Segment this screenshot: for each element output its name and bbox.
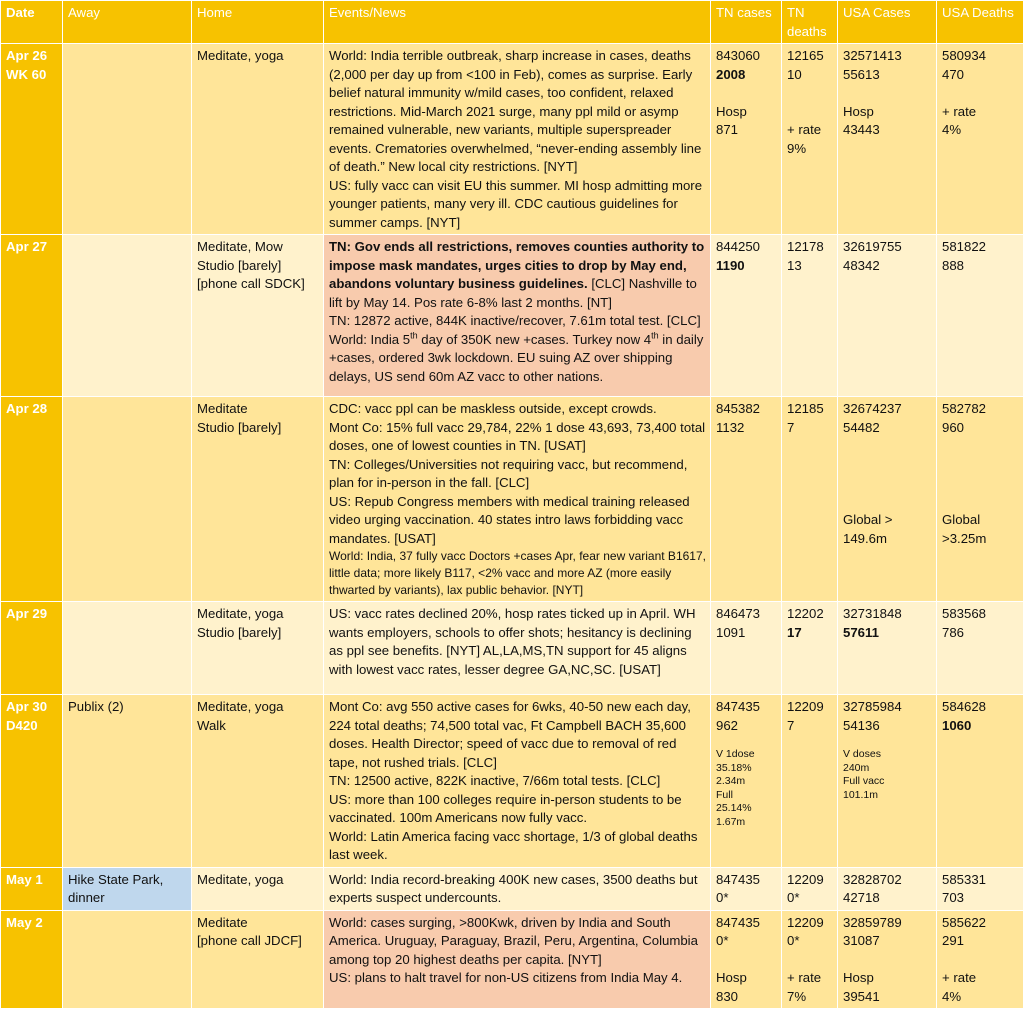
- tn-cases-cell: 845382 1132: [711, 397, 782, 602]
- header-usa-deaths: USA Deaths: [937, 1, 1023, 44]
- date-cell: Apr 26 WK 60: [1, 44, 63, 235]
- tn-deaths-cell: 12185 7: [782, 397, 838, 602]
- table-row: [1, 695, 1023, 868]
- home-cell: Meditate, yoga Studio [barely]: [192, 602, 324, 695]
- header-usa-cases: USA Cases: [838, 1, 937, 44]
- header-tn-cases: TN cases: [711, 1, 782, 44]
- tn-deaths-cell: 12178 13: [782, 235, 838, 397]
- usa-cases-cell: 32731848 57611: [838, 602, 937, 695]
- events-cell: World: India terrible outbreak, sharp increase in cases, deaths (2,000 per day up from <100 in Feb), comes as surprise. Early belief natural immunity w/mild cases, too confident, relaxed restrictions. Mid-March 2021 surge, many ppl mild or asymp remained vulnerable, new variants, multiple superspreader events. Crematories overwhelmed, “never-ending assembly line of death.” New local city restrictions. [NYT] US: fully vacc can visit EU this summer. MI hosp admitting more younger patients, many very ill. CDC cautious guidelines for summer camps. [NYT]: [324, 44, 711, 235]
- date-cell: May 2: [1, 910, 63, 1009]
- events-cell: US: vacc rates declined 20%, hosp rates ticked up in April. WH wants employers, schools to offer shots; hesitancy is declining as ppl see benefits. [NYT] AL,LA,MS,TN support for 45 aligns with lowest vacc rates, lesser degree GA,NC,SC. [USAT]: [324, 602, 711, 695]
- header-home: Home: [192, 1, 324, 44]
- home-cell: Meditate, yoga: [192, 44, 324, 235]
- events-cell: World: cases surging, >800Kwk, driven by India and South America. Uruguay, Paraguay, Brazil, Peru, Argentina, Columbia among top 20 highest deaths per capita. [NYT] US: plans to halt travel for non-US citizens from India May 4.: [324, 910, 711, 1009]
- usa-deaths-cell: 585331 703: [937, 867, 1023, 910]
- events-cell: World: India record-breaking 400K new cases, 3500 deaths but experts suspect undercounts.: [324, 867, 711, 910]
- table-row: [1, 602, 1023, 695]
- usa-cases-cell: 32859789 31087 Hosp 39541: [838, 910, 937, 1009]
- usa-cases-cell: 32571413 55613 Hosp 43443: [838, 44, 937, 235]
- date-cell: Apr 29: [1, 602, 63, 695]
- tn-deaths-cell: 12165 10 + rate 9%: [782, 44, 838, 235]
- header-away: Away: [63, 1, 192, 44]
- tn-deaths-cell: 12209 0* + rate 7%: [782, 910, 838, 1009]
- header-tn-deaths: TN deaths: [782, 1, 838, 44]
- tn-cases-cell: 847435 0*: [711, 867, 782, 910]
- tn-cases-cell: 843060 2008 Hosp 871: [711, 44, 782, 235]
- table-row: [1, 44, 1023, 235]
- table-row: [1, 397, 1023, 602]
- usa-cases-cell: 32785984 54136 V doses 240m Full vacc 101.1m: [838, 695, 937, 868]
- date-cell: Apr 28: [1, 397, 63, 602]
- tn-cases-cell: 844250 1190: [711, 235, 782, 397]
- away-cell: [63, 235, 192, 397]
- tn-cases-cell: 847435 0* Hosp 830: [711, 910, 782, 1009]
- home-cell: Meditate, Mow Studio [barely] [phone call SDCK]: [192, 235, 324, 397]
- tn-deaths-cell: 12202 17: [782, 602, 838, 695]
- date-cell: Apr 27: [1, 235, 63, 397]
- header-date: Date: [1, 1, 63, 44]
- table-row: [1, 867, 1023, 910]
- tn-cases-cell: 846473 1091: [711, 602, 782, 695]
- date-cell: May 1: [1, 867, 63, 910]
- events-cell: TN: Gov ends all restrictions, removes counties authority to impose mask mandates, urges cities to drop by May end, abandons voluntary business guidelines. [CLC] Nashville to lift by May 14. Pos rate 6-8% last 2 months. [NT] TN: 12872 active, 844K inactive/recover, 7.61m total test. [CLC] World: India 5th day of 350K new +cases. Turkey now 4th in daily +cases, ordered 3wk lockdown. EU suing AZ over shipping delays, US send 60m AZ vacc to other nations.: [324, 235, 711, 397]
- usa-deaths-cell: 583568 786: [937, 602, 1023, 695]
- date-cell: Apr 30 D420: [1, 695, 63, 868]
- usa-deaths-cell: 584628 1060: [937, 695, 1023, 868]
- table-row: [1, 235, 1023, 397]
- table-row: [1, 910, 1023, 1009]
- events-cell: Mont Co: avg 550 active cases for 6wks, 40-50 new each day, 224 total deaths; 74,500 total vac, Ft Campbell BACH 35,600 doses. Health Director; speed of vacc due to removal of red tape, not rushed trials. [CLC] TN: 12500 active, 822K inactive, 7/66m total tests. [CLC] US: more than 100 colleges require in-person students to be vaccinated. 100m Americans now fully vacc. World: Latin America facing vacc shortage, 1/3 of global deaths last week.: [324, 695, 711, 868]
- usa-deaths-cell: 581822 888: [937, 235, 1023, 397]
- tn-cases-cell: 847435 962 V 1dose 35.18% 2.34m Full 25.14% 1.67m: [711, 695, 782, 868]
- away-cell: [63, 397, 192, 602]
- usa-cases-cell: 32619755 48342: [838, 235, 937, 397]
- away-cell: Hike State Park, dinner: [63, 867, 192, 910]
- away-cell: Publix (2): [63, 695, 192, 868]
- usa-deaths-cell: 585622 291 + rate 4%: [937, 910, 1023, 1009]
- home-cell: Meditate, yoga Walk: [192, 695, 324, 868]
- usa-cases-cell: 32828702 42718: [838, 867, 937, 910]
- away-cell: [63, 602, 192, 695]
- tn-deaths-cell: 12209 0*: [782, 867, 838, 910]
- home-cell: Meditate, yoga: [192, 867, 324, 910]
- home-cell: Meditate Studio [barely]: [192, 397, 324, 602]
- away-cell: [63, 44, 192, 235]
- tn-deaths-cell: 12209 7: [782, 695, 838, 868]
- usa-cases-cell: 32674237 54482 Global > 149.6m: [838, 397, 937, 602]
- away-cell: [63, 910, 192, 1009]
- header-events: Events/News: [324, 1, 711, 44]
- header-row: [1, 1, 1023, 44]
- usa-deaths-cell: 580934 470 + rate 4%: [937, 44, 1023, 235]
- events-cell: CDC: vacc ppl can be maskless outside, except crowds. Mont Co: 15% full vacc 29,784, 22% 1 dose 43,693, 73,400 total doses, one of lowest counties in TN. [USAT] TN: Colleges/Universities not requiring vacc, but recommend, plan for in-person in the fall. [CLC] US: Repub Congress members with medical training released video urging vaccination. 40 states intro laws forbidding vacc mandates. [USAT] World: India, 37 fully vacc Doctors +cases Apr, fear new variant B1617, little data; more likely B117, <2% vacc and more AZ (more easily thwarted by variants), lax public behavior. [NYT]: [324, 397, 711, 602]
- usa-deaths-cell: 582782 960 Global >3.25m: [937, 397, 1023, 602]
- home-cell: Meditate [phone call JDCF]: [192, 910, 324, 1009]
